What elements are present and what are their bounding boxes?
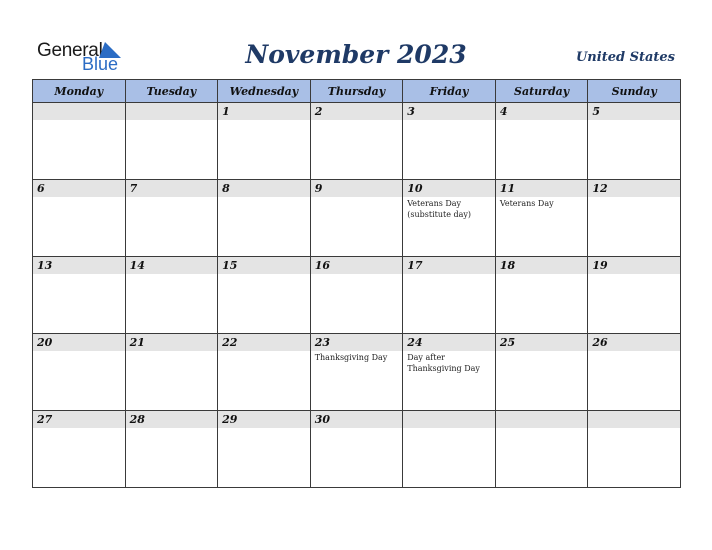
day-number [588,411,680,428]
day-number: 4 [496,103,588,120]
day-cell [495,180,588,257]
day-cell [495,334,588,411]
day-cell [588,411,681,488]
holiday-label: Veterans Day [499,199,554,208]
day-cell [310,180,403,257]
holiday-label: Day after Thanksgiving Day [407,353,480,373]
logo-text-general: General [37,40,103,61]
day-number: 16 [311,257,403,274]
day-cell [218,257,311,334]
holiday-label: Veterans Day (substitute day) [407,199,472,219]
day-number: 19 [588,257,680,274]
day-number: 1 [218,103,310,120]
day-number: 7 [126,180,218,197]
day-number: 15 [218,257,310,274]
day-number: 13 [33,257,125,274]
day-cell [218,103,311,180]
week-row [33,334,681,411]
weekday-header-row [33,80,681,103]
day-cell [125,257,218,334]
day-number: 24 [403,334,495,351]
weekday-header: Thursday [310,80,403,103]
day-cell [125,103,218,180]
day-cell [588,257,681,334]
day-cell [125,411,218,488]
week-row [33,411,681,488]
day-cell [33,411,126,488]
day-number: 28 [126,411,218,428]
day-cell [403,411,496,488]
day-number [126,103,218,120]
day-number: 12 [588,180,680,197]
day-number: 30 [311,411,403,428]
day-number: 20 [33,334,125,351]
day-cell [403,180,496,257]
day-number: 14 [126,257,218,274]
weekday-header: Sunday [588,80,681,103]
week-row [33,180,681,257]
day-number: 29 [218,411,310,428]
day-number: 9 [311,180,403,197]
country-label: United States [575,50,675,65]
day-number: 11 [496,180,588,197]
day-cell [495,257,588,334]
weekday-header: Saturday [495,80,588,103]
day-cell [218,180,311,257]
day-cell [33,334,126,411]
day-number: 22 [218,334,310,351]
day-number: 17 [403,257,495,274]
day-cell [588,103,681,180]
day-cell [403,103,496,180]
day-number: 18 [496,257,588,274]
day-number: 2 [311,103,403,120]
week-row [33,257,681,334]
day-cell [33,257,126,334]
weekday-header: Tuesday [125,80,218,103]
day-cell [403,257,496,334]
page-title: November 2023 [245,40,467,69]
day-number: 8 [218,180,310,197]
day-number: 27 [33,411,125,428]
logo-text-blue: Blue [82,54,119,74]
day-number: 25 [496,334,588,351]
day-cell [218,411,311,488]
day-number: 3 [403,103,495,120]
day-cell [588,180,681,257]
day-cell [218,334,311,411]
day-cell [403,334,496,411]
day-number: 23 [311,334,403,351]
week-row [33,103,681,180]
day-cell [125,334,218,411]
day-cell [125,180,218,257]
day-cell [33,180,126,257]
day-number [496,411,588,428]
day-cell [588,334,681,411]
day-number: 6 [33,180,125,197]
day-cell [310,257,403,334]
weekday-header: Monday [33,80,126,103]
day-cell [495,411,588,488]
day-cell [33,103,126,180]
weekday-header: Wednesday [218,80,311,103]
day-number: 26 [588,334,680,351]
day-number: 5 [588,103,680,120]
day-number: 10 [403,180,495,197]
calendar-grid [32,79,681,488]
holiday-label: Thanksgiving Day [314,353,388,362]
day-number [33,103,125,120]
weekday-header: Friday [403,80,496,103]
day-cell [310,103,403,180]
day-cell [495,103,588,180]
day-number [403,411,495,428]
day-cell [310,411,403,488]
day-number: 21 [126,334,218,351]
day-cell [310,334,403,411]
